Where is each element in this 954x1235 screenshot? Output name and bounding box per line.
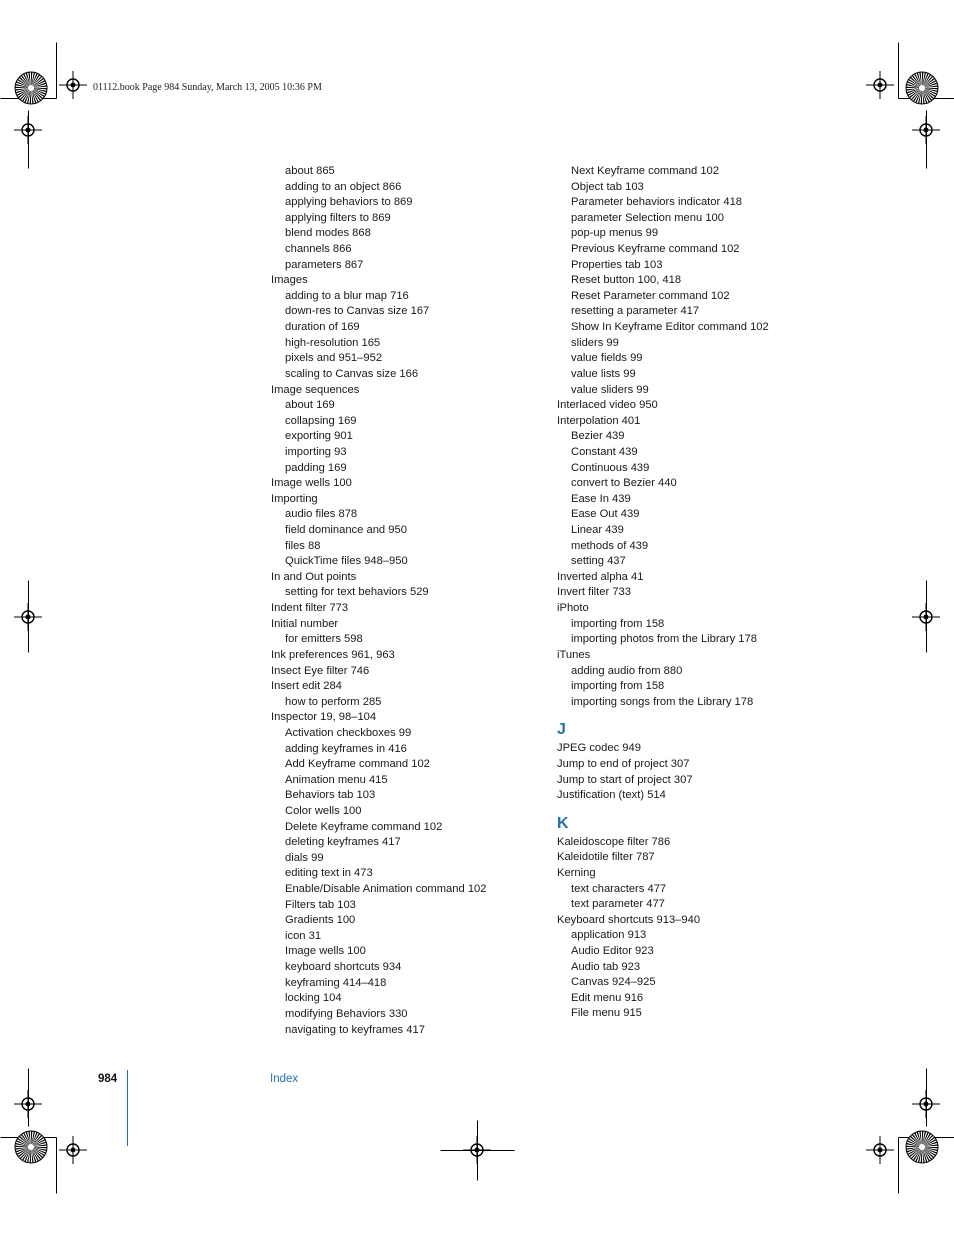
index-subentry: about 865 [285,165,335,177]
index-subentry: collapsing 169 [285,414,357,427]
index-subentry: Linear 439 [571,524,624,537]
index-subentry: Enable/Disable Animation command 102 [285,883,487,896]
index-entry: iTunes [557,648,591,661]
index-subentry: modifying Behaviors 330 [285,1007,408,1020]
index-subentry: Object tab 103 [571,180,644,193]
index-subentry: keyboard shortcuts 934 [285,961,402,974]
index-subentry: value lists 99 [571,367,636,380]
index-subentry: Canvas 924–925 [571,976,656,989]
index-subentry: Image wells 100 [285,945,366,958]
index-entry: Kaleidotile filter 787 [557,851,655,864]
index-subentry: adding keyframes in 416 [285,742,407,755]
index-subentry: deleting keyframes 417 [285,836,401,849]
crosshair-icon [912,116,940,144]
crop-mark [898,42,899,99]
index-entry: Interpolation 401 [557,414,641,427]
crosshair-icon [59,71,87,99]
index-entry: Keyboard shortcuts 913–940 [557,913,701,926]
footer-rule [127,1070,128,1146]
index-entry: In and Out points [271,570,357,583]
registration-target-icon [905,1130,939,1164]
index-subentry: convert to Bezier 440 [571,477,677,490]
index-subentry: Activation checkboxes 99 [285,726,412,739]
index-entry: Insect Eye filter 746 [271,664,370,677]
index-subentry: channels 866 [285,243,352,256]
crop-mark [56,42,57,99]
index-entry: Inverted alpha 41 [557,570,644,583]
index-subentry: high-resolution 165 [285,336,381,349]
index-entry: Indent filter 773 [271,602,349,615]
index-subentry: blend modes 868 [285,227,371,240]
index-subentry: Gradients 100 [285,914,356,927]
index-subentry: resetting a parameter 417 [571,305,700,318]
index-subentry: Previous Keyframe command 102 [571,243,740,256]
crop-mark [898,1137,899,1194]
index-subentry: Bezier 439 [571,430,625,443]
crosshair-icon [14,1090,42,1118]
index-subentry: setting 437 [571,555,626,568]
index-subentry: Continuous 439 [571,461,650,474]
crosshair-icon [912,603,940,631]
index-entry: Initial number [271,617,339,630]
index-entry: Image sequences [271,383,360,396]
index-subentry: locking 104 [285,992,342,1005]
index-subentry: Reset button 100, 418 [571,274,682,287]
index-entry: Inspector 19, 98–104 [271,711,377,724]
index-subentry: importing photos from the Library 178 [571,633,757,646]
index-subentry: application 913 [571,929,647,942]
index-subentry: adding to a blur map 716 [285,289,409,302]
crosshair-icon [463,1136,491,1164]
index-entry: Importing [271,492,318,505]
index-subentry: Reset Parameter command 102 [571,289,730,302]
index-subentry: parameters 867 [285,258,364,271]
index-subentry: for emitters 598 [285,633,363,646]
index-column-left [271,164,541,1038]
index-entry: Invert filter 733 [557,586,631,599]
index-entry: Justification (text) 514 [557,789,666,802]
index-entry: Images [271,274,308,287]
index-entry: Interlaced video 950 [557,399,658,412]
index-subentry: applying behaviors to 869 [285,196,413,209]
index-subentry: about 169 [285,399,335,412]
index-subentry: importing from 158 [571,617,665,630]
index-entry: Insert edit 284 [271,680,342,693]
crosshair-icon [912,1090,940,1118]
index-subentry: value sliders 99 [571,383,649,396]
index-subentry: adding audio from 880 [571,664,683,677]
index-subentry: Ease In 439 [571,492,631,505]
index-subentry: importing songs from the Library 178 [571,695,754,708]
index-subentry: Color wells 100 [285,804,362,817]
index-column-right [557,164,827,1022]
index-subentry: Delete Keyframe command 102 [285,820,443,833]
index-subentry: applying filters to 869 [285,211,391,224]
index-letter-heading: K [557,814,569,832]
index-subentry: value fields 99 [571,352,643,365]
index-subentry: Add Keyframe command 102 [285,758,430,771]
crosshair-icon [14,116,42,144]
print-slug: 01112.book Page 984 Sunday, March 13, 2005 10:36 PM [93,82,322,93]
index-subentry: navigating to keyframes 417 [285,1023,425,1036]
registration-target-icon [905,71,939,105]
crosshair-icon [59,1136,87,1164]
index-entry: Kerning [557,866,596,879]
index-subentry: Animation menu 415 [285,773,388,786]
index-subentry: Audio tab 923 [571,960,641,973]
index-subentry: importing 93 [285,445,347,458]
index-subentry: dials 99 [285,851,324,864]
index-subentry: keyframing 414–418 [285,976,387,989]
index-entry: Image wells 100 [271,477,352,490]
index-subentry: parameter Selection menu 100 [571,211,724,224]
index-entry: iPhoto [557,602,589,615]
index-subentry: Next Keyframe command 102 [571,165,719,177]
index-subentry: Audio Editor 923 [571,945,654,958]
index-subentry: duration of 169 [285,321,360,334]
registration-target-icon [14,1130,48,1164]
index-subentry: methods of 439 [571,539,649,552]
index-subentry: exporting 901 [285,430,353,443]
index-subentry: setting for text behaviors 529 [285,586,429,599]
index-subentry: Ease Out 439 [571,508,640,521]
index-subentry: importing from 158 [571,680,665,693]
index-subentry: adding to an object 866 [285,180,402,193]
index-subentry: sliders 99 [571,336,619,349]
index-entry: Jump to start of project 307 [557,773,693,786]
index-entry: Jump to end of project 307 [557,757,690,770]
crosshair-icon [14,603,42,631]
index-subentry: File menu 915 [571,1007,642,1020]
index-subentry: audio files 878 [285,508,358,521]
crosshair-icon [866,71,894,99]
index-subentry: Constant 439 [571,445,638,458]
index-subentry: Show In Keyframe Editor command 102 [571,321,769,334]
index-subentry: Filters tab 103 [285,898,356,911]
crop-mark [56,1137,57,1194]
section-name: Index [270,1073,299,1085]
registration-target-icon [14,71,48,105]
index-subentry: text parameter 477 [571,898,665,911]
index-subentry: pixels and 951–952 [285,352,383,365]
index-subentry: how to perform 285 [285,695,382,708]
index-subentry: QuickTime files 948–950 [285,555,408,568]
index-entry: JPEG codec 949 [557,742,641,755]
index-subentry: down-res to Canvas size 167 [285,305,430,318]
index-subentry: Parameter behaviors indicator 418 [571,196,743,209]
index-subentry: Edit menu 916 [571,991,644,1004]
index-subentry: Behaviors tab 103 [285,789,376,802]
index-subentry: files 88 [285,539,321,552]
index-subentry: Properties tab 103 [571,258,663,271]
index-entry: Ink preferences 961, 963 [271,648,395,661]
index-subentry: scaling to Canvas size 166 [285,367,419,380]
index-subentry: icon 31 [285,929,322,942]
index-subentry: pop-up menus 99 [571,227,659,240]
index-subentry: padding 169 [285,461,347,474]
index-entry: Kaleidoscope filter 786 [557,835,671,848]
index-subentry: editing text in 473 [285,867,373,880]
crosshair-icon [866,1136,894,1164]
index-subentry: text characters 477 [571,882,667,895]
index-letter-heading: J [557,721,566,739]
index-subentry: field dominance and 950 [285,524,407,537]
page-number: 984 [98,1073,118,1085]
